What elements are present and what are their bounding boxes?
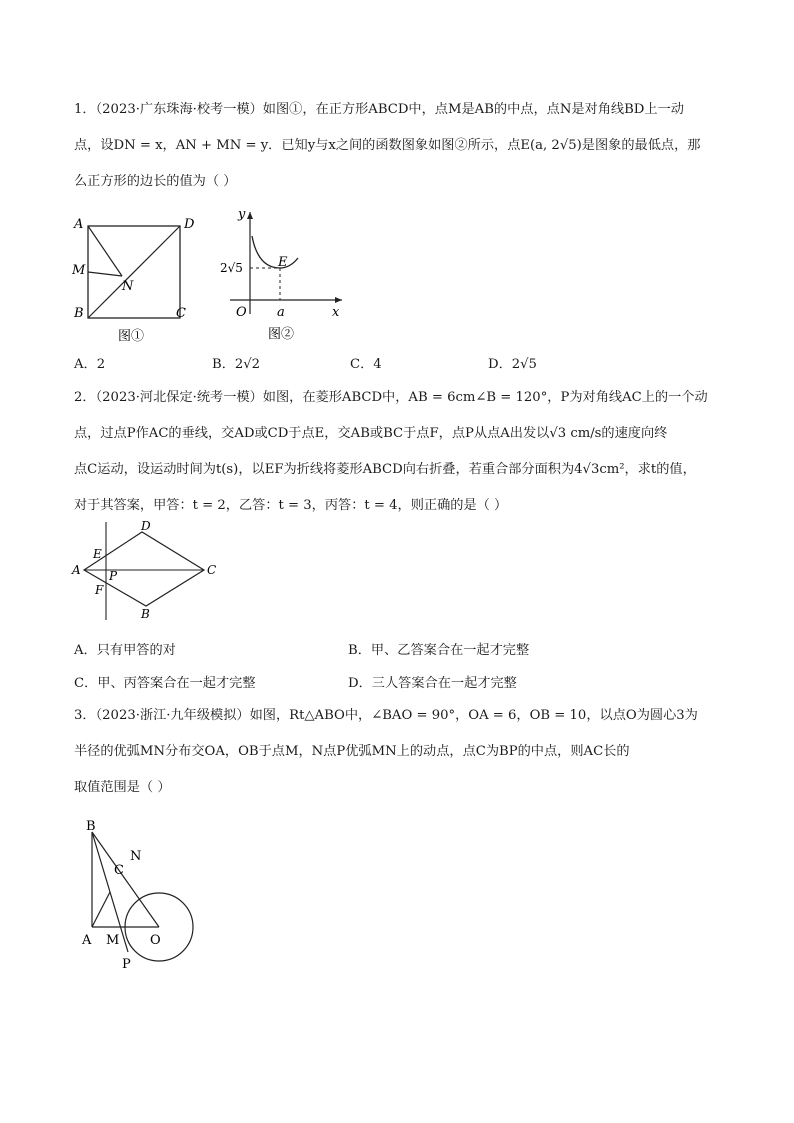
label-a: a [277,305,285,320]
label-O: O [236,305,247,320]
x-axis-arrow-icon [335,297,342,303]
q1-line-3: 么正方形的边长的值为（ ） [74,174,237,189]
q1-option-a: A．2 [74,357,106,372]
q1-line-2: 点，设DN = x，AN + MN = y．已知y与x之间的函数图象如图②所示，点E(a, 2√5)是图象的最低点，那 [74,138,701,153]
q1-option-b: B．2√2 [212,357,261,372]
caption-fig1: 图① [118,329,145,344]
q3-line-3: 取值范围是（ ） [74,780,171,795]
segment-mn [88,272,122,276]
q1-line-1: 1．（2023·广东珠海·校考一模）如图①，在正方形ABCD中，点M是AB的中点，点N是对角线BD上一动 [74,102,684,117]
function-curve [252,236,298,268]
q2-line-3: 点C运动，设运动时间为t(s)，以EF为折线将菱形ABCD向右折叠，若重合部分面积为4√3cm²，求t的值， [74,462,696,477]
question-3 [74,698,724,806]
q1-option-d: D．2√5 [488,357,537,372]
label-E: E [93,547,102,561]
label-C: C [114,863,124,878]
segment-an [88,226,122,276]
q3-line-1: 3．（2023·浙江·九年级模拟）如图，Rt△ABO中，∠BAO = 90°，OA = 6，OB = 10，以点O为圆心3为 [74,708,698,723]
q1-option-c: C．4 [350,357,382,372]
q2-option-b: B．甲、乙答案合在一起才完整 [348,643,530,658]
label-F: F [95,583,104,597]
y-axis-arrow-icon [247,212,253,219]
diagonal-bd [88,226,180,318]
q3-line-2: 半径的优弧MN分布交OA，OB于点M，N点P优弧MN上的动点，点C为BP的中点，则AC长的 [74,744,630,759]
label-M: M [106,933,120,948]
label-N: N [130,849,142,864]
label-P: P [109,569,118,583]
label-C: C [176,306,186,321]
question-1 [74,92,724,200]
label-E: E [278,255,288,270]
label-N: N [122,279,134,294]
q2-line-1: 2．（2023·河北保定·统考一模）如图，在菱形ABCD中，AB = 6cm∠B = 120°，P为对角线AC上的一个动 [74,390,708,405]
q2-figure-rhombus [70,518,230,626]
label-O: O [150,933,161,948]
q1-figure-square [66,208,196,348]
label-A: A [74,217,84,232]
label-A: A [72,563,81,577]
label-B: B [74,306,84,321]
label-D: D [141,519,151,533]
q2-option-a: A．只有甲答的对 [74,643,176,658]
label-P: P [122,957,131,972]
label-B: B [86,820,96,834]
label-x: x [332,305,340,320]
label-M: M [72,263,86,278]
q2-option-c: C．甲、丙答案合在一起才完整 [74,676,256,691]
label-y: y [238,207,246,222]
q3-figure [76,820,226,978]
label-A: A [82,933,92,948]
caption-fig2: 图② [268,327,295,342]
label-C: C [207,563,217,577]
segment-bo [92,832,159,927]
q2-line-2: 点，过点P作AC的垂线，交AD或CD于点E，交AB或BC于点F，点P从点A出发以√3 cm/s的速度向终 [74,426,668,441]
question-2 [74,380,724,524]
q2-option-d: D．三人答案合在一起才完整 [348,676,517,691]
q1-figure-graph [218,206,348,348]
label-D: D [184,217,195,232]
q2-line-4: 对于其答案，甲答：t = 2，乙答：t = 3，丙答：t = 4，则正确的是（ ） [74,498,508,513]
label-2root5: 2√5 [220,261,243,275]
segment-ac [92,892,110,927]
label-B: B [141,607,150,621]
